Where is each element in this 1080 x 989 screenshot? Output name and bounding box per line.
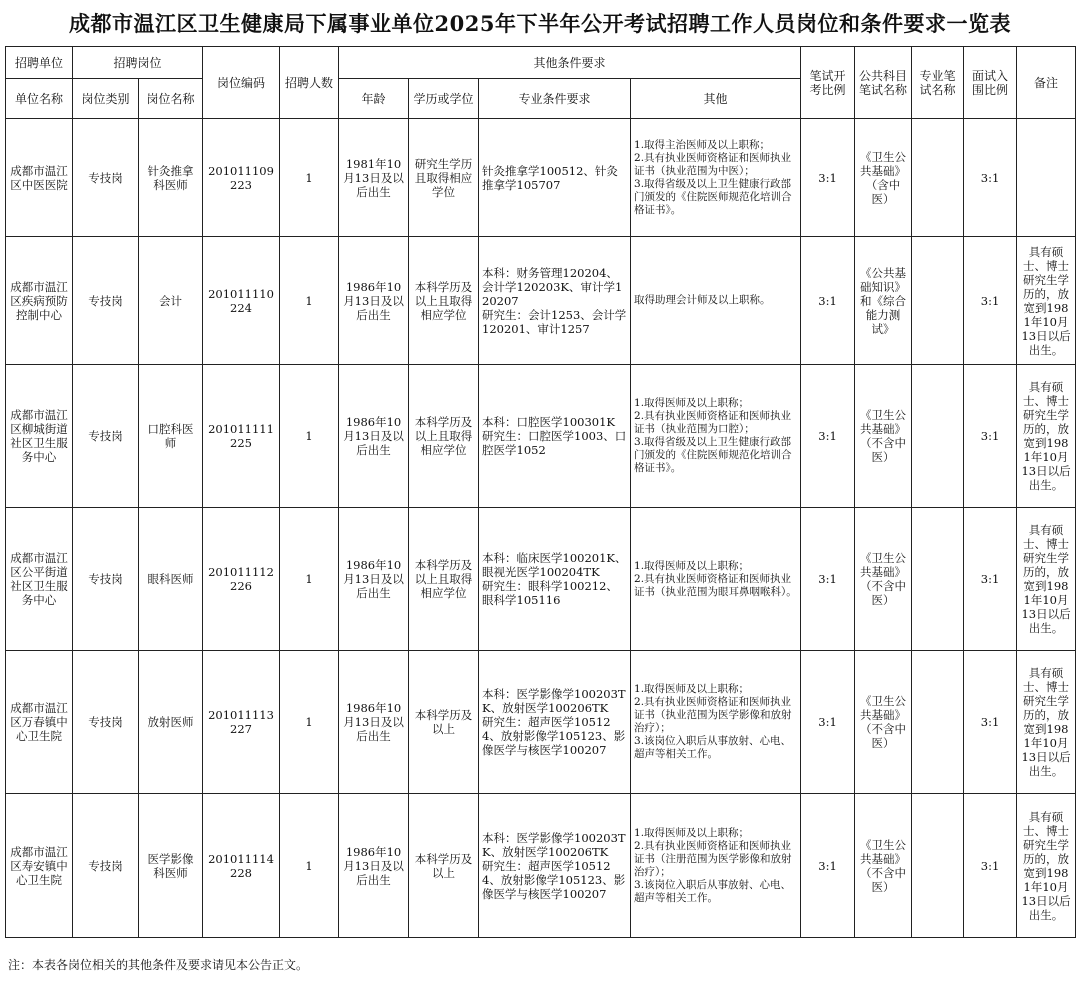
cell-interview-ratio: 3:1 xyxy=(964,119,1017,237)
header-age: 年龄 xyxy=(339,79,409,119)
cell-age: 1981年10月13日及以后出生 xyxy=(339,119,409,237)
cell-professional-exam xyxy=(912,794,964,938)
cell-education: 本科学历及以上 xyxy=(409,794,479,938)
cell-public-subject: 《公共基础知识》和《综合能力测试》 xyxy=(855,237,912,365)
cell-remarks: 具有硕士、博士研究生学历的，放宽到1981年10月13日以后出生。 xyxy=(1017,237,1076,365)
cell-education: 研究生学历且取得相应学位 xyxy=(409,119,479,237)
header-count: 招聘人数 xyxy=(280,47,339,119)
cell-other: 1.取得医师及以上职称； 2.具有执业医师资格证和医师执业证书（执业范围为医学影像和放射治疗）； 3.该岗位入职后从事放射、心电、超声等相关工作。 xyxy=(631,651,801,794)
cell-written-ratio: 3:1 xyxy=(801,237,855,365)
cell-count: 1 xyxy=(280,508,339,651)
cell-public-subject: 《卫生公共基础》（不含中医） xyxy=(855,651,912,794)
cell-interview-ratio: 3:1 xyxy=(964,651,1017,794)
cell-post-code: 201011114228 xyxy=(203,794,280,938)
header-post-type: 岗位类别 xyxy=(73,79,139,119)
cell-other: 1.取得医师及以上职称； 2.具有执业医师资格证和医师执业证书（执业范围为眼耳鼻咽喉科）。 xyxy=(631,508,801,651)
cell-count: 1 xyxy=(280,237,339,365)
cell-interview-ratio: 3:1 xyxy=(964,237,1017,365)
cell-age: 1986年10月13日及以后出生 xyxy=(339,237,409,365)
cell-age: 1986年10月13日及以后出生 xyxy=(339,794,409,938)
header-row-1 xyxy=(6,47,1076,79)
cell-post-type: 专技岗 xyxy=(73,508,139,651)
cell-major: 本科：临床医学100201K、眼视光医学100204TK 研究生：眼科学100212、眼科学105116 xyxy=(479,508,631,651)
cell-written-ratio: 3:1 xyxy=(801,365,855,508)
footnote: 注：本表各岗位相关的其他条件及要求请见本公告正文。 xyxy=(8,958,309,972)
header-unit-group: 招聘单位 xyxy=(6,47,73,79)
header-remarks: 备注 xyxy=(1017,47,1076,119)
cell-other: 1.取得医师及以上职称； 2.具有执业医师资格证和医师执业证书（执业范围为口腔）； 3.取得省级及以上卫生健康行政部门颁发的《住院医师规范化培训合格证书》。 xyxy=(631,365,801,508)
cell-age: 1986年10月13日及以后出生 xyxy=(339,651,409,794)
header-unit-name: 单位名称 xyxy=(6,79,73,119)
cell-remarks: 具有硕士、博士研究生学历的，放宽到1981年10月13日以后出生。 xyxy=(1017,508,1076,651)
cell-age: 1986年10月13日及以后出生 xyxy=(339,508,409,651)
header-interview-ratio: 面试入围比例 xyxy=(964,47,1017,119)
header-major: 专业条件要求 xyxy=(479,79,631,119)
cell-post-type: 专技岗 xyxy=(73,119,139,237)
cell-professional-exam xyxy=(912,508,964,651)
header-post-name: 岗位名称 xyxy=(139,79,203,119)
header-post-code: 岗位编码 xyxy=(203,47,280,119)
cell-remarks: 具有硕士、博士研究生学历的，放宽到1981年10月13日以后出生。 xyxy=(1017,365,1076,508)
cell-unit-name: 成都市温江区柳城街道社区卫生服务中心 xyxy=(6,365,73,508)
cell-public-subject: 《卫生公共基础》（不含中医） xyxy=(855,794,912,938)
header-professional-exam: 专业笔试名称 xyxy=(912,47,964,119)
cell-education: 本科学历及以上 xyxy=(409,651,479,794)
cell-professional-exam xyxy=(912,651,964,794)
cell-written-ratio: 3:1 xyxy=(801,651,855,794)
cell-public-subject: 《卫生公共基础》（含中医） xyxy=(855,119,912,237)
cell-other: 取得助理会计师及以上职称。 xyxy=(631,237,801,365)
table-row xyxy=(6,119,1076,237)
cell-post-code: 201011109223 xyxy=(203,119,280,237)
cell-public-subject: 《卫生公共基础》（不含中医） xyxy=(855,508,912,651)
cell-written-ratio: 3:1 xyxy=(801,508,855,651)
cell-unit-name: 成都市温江区寿安镇中心卫生院 xyxy=(6,794,73,938)
cell-count: 1 xyxy=(280,651,339,794)
cell-interview-ratio: 3:1 xyxy=(964,365,1017,508)
cell-post-name: 会计 xyxy=(139,237,203,365)
cell-major: 本科：口腔医学100301K 研究生：口腔医学1003、口腔医学1052 xyxy=(479,365,631,508)
cell-post-code: 201011111225 xyxy=(203,365,280,508)
table-row xyxy=(6,794,1076,938)
table-row xyxy=(6,508,1076,651)
cell-written-ratio: 3:1 xyxy=(801,794,855,938)
cell-interview-ratio: 3:1 xyxy=(964,508,1017,651)
cell-remarks: 具有硕士、博士研究生学历的，放宽到1981年10月13日以后出生。 xyxy=(1017,794,1076,938)
cell-education: 本科学历及以上且取得相应学位 xyxy=(409,365,479,508)
cell-education: 本科学历及以上且取得相应学位 xyxy=(409,508,479,651)
cell-unit-name: 成都市温江区中医医院 xyxy=(6,119,73,237)
cell-post-name: 眼科医师 xyxy=(139,508,203,651)
cell-remarks xyxy=(1017,119,1076,237)
cell-post-type: 专技岗 xyxy=(73,651,139,794)
cell-professional-exam xyxy=(912,237,964,365)
cell-post-name: 放射医师 xyxy=(139,651,203,794)
cell-professional-exam xyxy=(912,365,964,508)
cell-post-name: 针灸推拿科医师 xyxy=(139,119,203,237)
cell-post-name: 口腔科医师 xyxy=(139,365,203,508)
header-education: 学历或学位 xyxy=(409,79,479,119)
table-row xyxy=(6,365,1076,508)
table-row xyxy=(6,651,1076,794)
cell-professional-exam xyxy=(912,119,964,237)
cell-post-name: 医学影像科医师 xyxy=(139,794,203,938)
cell-unit-name: 成都市温江区公平街道社区卫生服务中心 xyxy=(6,508,73,651)
cell-post-type: 专技岗 xyxy=(73,365,139,508)
cell-count: 1 xyxy=(280,794,339,938)
cell-post-type: 专技岗 xyxy=(73,794,139,938)
cell-written-ratio: 3:1 xyxy=(801,119,855,237)
cell-count: 1 xyxy=(280,365,339,508)
table-row xyxy=(6,237,1076,365)
cell-major: 本科：财务管理120204、会计学120203K、审计学120207 研究生：会计1253、会计学120201、审计1257 xyxy=(479,237,631,365)
recruitment-table xyxy=(5,46,1076,938)
cell-major: 本科：医学影像学100203TK、放射医学100206TK 研究生：超声医学105124、放射影像学105123、影像医学与核医学100207 xyxy=(479,651,631,794)
cell-unit-name: 成都市温江区万春镇中心卫生院 xyxy=(6,651,73,794)
cell-post-code: 201011112226 xyxy=(203,508,280,651)
header-other-group: 其他条件要求 xyxy=(339,47,801,79)
cell-count: 1 xyxy=(280,119,339,237)
cell-unit-name: 成都市温江区疾病预防控制中心 xyxy=(6,237,73,365)
cell-education: 本科学历及以上且取得相应学位 xyxy=(409,237,479,365)
cell-post-code: 201011113227 xyxy=(203,651,280,794)
cell-major: 针灸推拿学100512、针灸推拿学105707 xyxy=(479,119,631,237)
header-post-group: 招聘岗位 xyxy=(73,47,203,79)
cell-major: 本科：医学影像学100203TK、放射医学100206TK 研究生：超声医学105124、放射影像学105123、影像医学与核医学100207 xyxy=(479,794,631,938)
header-public-subject: 公共科目笔试名称 xyxy=(855,47,912,119)
cell-other: 1.取得医师及以上职称； 2.具有执业医师资格证和医师执业证书（注册范围为医学影像和放射治疗）； 3.该岗位入职后从事放射、心电、超声等相关工作。 xyxy=(631,794,801,938)
cell-post-type: 专技岗 xyxy=(73,237,139,365)
cell-other: 1.取得主治医师及以上职称； 2.具有执业医师资格证和医师执业证书（执业范围为中医）； 3.取得省级及以上卫生健康行政部门颁发的《住院医师规范化培训合格证书》。 xyxy=(631,119,801,237)
cell-remarks: 具有硕士、博士研究生学历的，放宽到1981年10月13日以后出生。 xyxy=(1017,651,1076,794)
cell-post-code: 201011110224 xyxy=(203,237,280,365)
header-other: 其他 xyxy=(631,79,801,119)
cell-interview-ratio: 3:1 xyxy=(964,794,1017,938)
cell-age: 1986年10月13日及以后出生 xyxy=(339,365,409,508)
cell-public-subject: 《卫生公共基础》（不含中医） xyxy=(855,365,912,508)
page-title: 成都市温江区卫生健康局下属事业单位2025年下半年公开考试招聘工作人员岗位和条件要求一览表 xyxy=(69,11,1011,36)
header-written-ratio: 笔试开考比例 xyxy=(801,47,855,119)
